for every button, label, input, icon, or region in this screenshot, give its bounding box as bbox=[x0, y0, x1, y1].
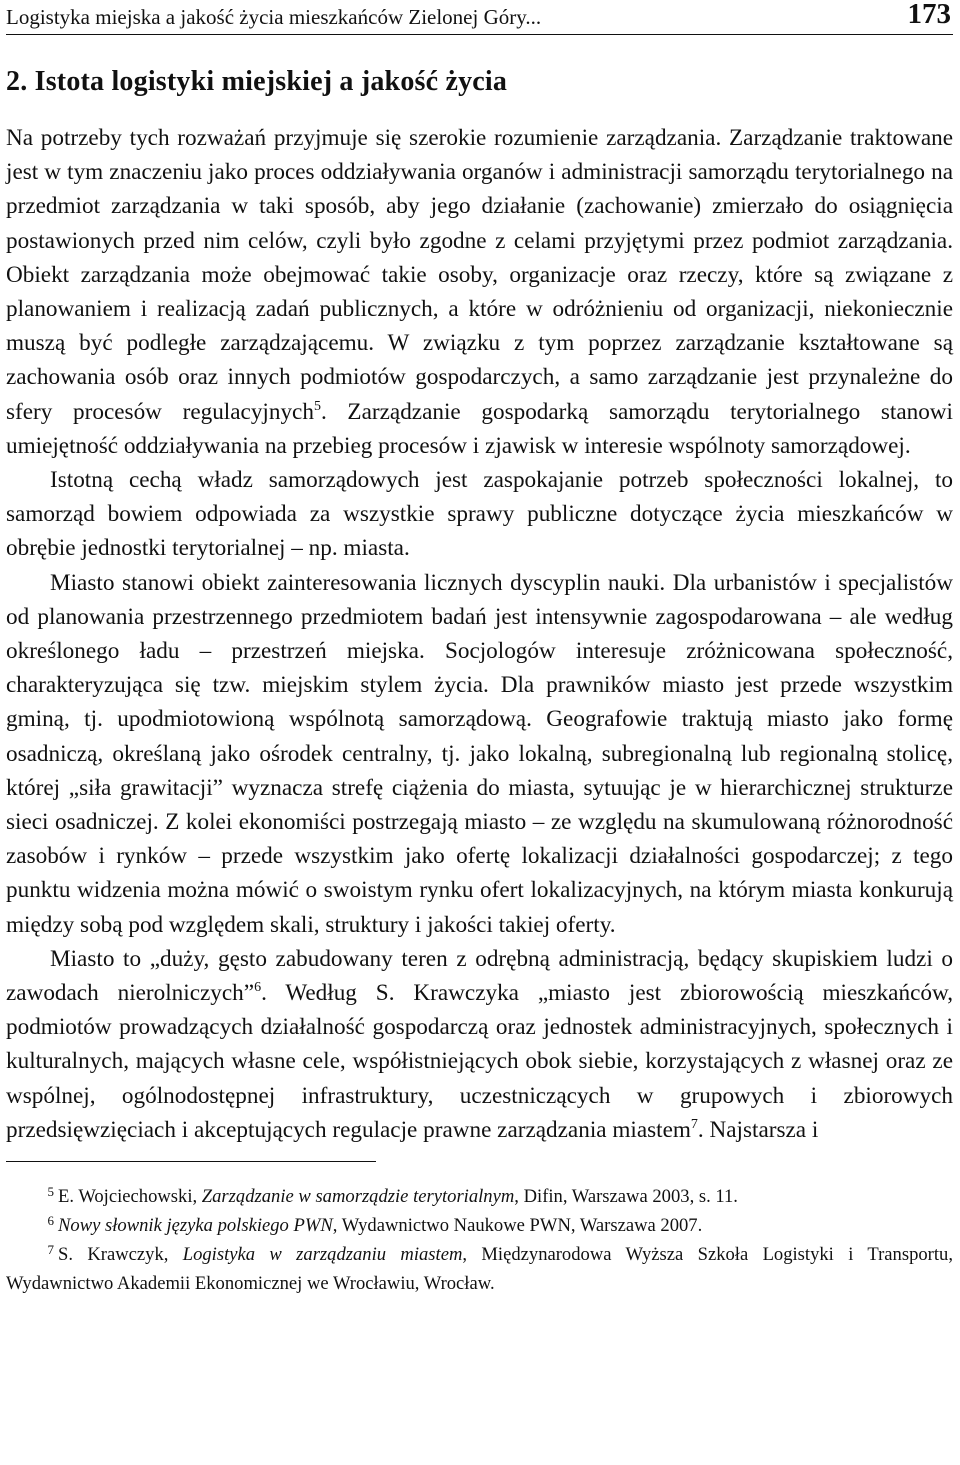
footnotes bbox=[6, 1182, 953, 1298]
paragraph-4 bbox=[6, 942, 953, 1147]
footnote-title: Nowy słownik języka polskiego PWN bbox=[58, 1215, 333, 1237]
footnote-ref-6[interactable]: 6 bbox=[254, 980, 262, 996]
running-header bbox=[6, 0, 953, 35]
paragraph-2: Istotną cechą władz samorządowych jest zaspokajanie potrzeb społeczności lokalnej, to samorząd bowiem odpowiada za wszystkie sprawy publiczne dotyczące życia mieszkańców w obrębie jednostki terytorialnej – np. miasta. bbox=[6, 467, 953, 562]
footnote-author: S. Krawczyk, bbox=[58, 1244, 183, 1266]
footnote-title: Logistyka w zarządzaniu miastem bbox=[182, 1244, 463, 1266]
page-number: 173 bbox=[907, 0, 951, 30]
footnote-publication: , Międzynarodowa Wyższa Szkoła Logistyki i Transportu, Wydawnictwo Akademii Ekonomicznej we Wrocławiu, Wrocław. bbox=[6, 1244, 953, 1295]
section-heading: 2. Istota logistyki miejskiej a jakość życia bbox=[6, 66, 508, 97]
paragraph-1 bbox=[6, 121, 953, 463]
paragraph-4-part-c: . Najstarsza i bbox=[697, 1116, 819, 1143]
footnote-separator bbox=[6, 1161, 376, 1162]
document-page bbox=[6, 0, 953, 1298]
footnote-7: 7 S. Krawczyk, Logistyka w zarządzaniu miastem, Międzynarodowa Wyższa Szkoła Logistyki i Transportu, Wydawnictwo Akademii Ekonomicznej we Wrocławiu, Wrocław. bbox=[6, 1242, 953, 1295]
footnote-6: 6 Nowy słownik języka polskiego PWN, Wydawnictwo Naukowe PWN, Warszawa 2007. bbox=[47, 1213, 703, 1237]
body-text bbox=[6, 121, 953, 1147]
running-title: Logistyka miejska a jakość życia mieszkańców Zielonej Góry... bbox=[6, 5, 542, 29]
footnote-publication: , Wydawnictwo Naukowe PWN, Warszawa 2007. bbox=[332, 1215, 703, 1237]
paragraph-1-part-a: Na potrzeby tych rozważań przyjmuje się szerokie rozumienie zarządzania. Zarządzanie traktowane jest w tym znaczeniu jako proces oddziaływania organów i administracji samorządu terytorialnego na przedmiot zarządzania w taki sposób, aby jego działanie (zachowanie) zmierzało do osiągnięcia postawionych przed nim celów, czyli było zgodne z celami przyjętymi przez podmiot zarządzania. Obiekt zarządzania może obejmować takie osoby, organizacje oraz rzeczy, które są związane z planowaniem i realizacją zadań publicznych, a które w odróżnieniu od organizacji, niekoniecznie muszą być podległe zarządzającemu. W związku z tym poprzez zarządzanie kształtowane są zachowania osób oraz innych podmiotów gospodarczych, a samo zarządzanie jest przynależne do sfery procesów regulacyjnych bbox=[6, 125, 953, 425]
footnote-author: E. Wojciechowski, bbox=[58, 1186, 202, 1208]
paragraph-4-part-a: Miasto to „duży, gęsto zabudowany teren z odrębną administracją, będący skupiskiem ludzi o zawodach nierolniczych” bbox=[6, 945, 953, 1007]
paragraph-3: Miasto stanowi obiekt zainteresowania licznych dyscyplin nauki. Dla urbanistów i specjalistów od planowania przestrzennego przedmiotem badań jest intensywnie zagospodarowana – ale według określonego ładu – przestrzeń miejska. Socjologów interesuje zróżnicowana społeczność, charakteryzująca się tzw. miejskim stylem życia. Dla prawników miasto jest przede wszystkim gminą, tj. upodmiotowioną wspólnotą samorządową. Geografowie traktują miasto jako formę osadniczą, określaną jako ośrodek centralny, tj. jako lokalną, subregionalną lub regionalną stolicę, której „siła grawitacji” wyznacza strefę ciążenia do miasta, sytuując je w hierarchicznej strukturze sieci osadniczej. Z kolei ekonomiści postrzegają miasto – ze względu na skumulowaną różnorodność zasobów i rynków – przede wszystkim jako ofertę lokalizacji działalności gospodarczej; z tego punktu widzenia można mówić o swoistym rynku ofert lokalizacyjnych, na którym miasta konkurują między sobą pod względem skali, struktury i jakości takiej oferty. bbox=[6, 569, 953, 938]
footnote-ref-5[interactable]: 5 bbox=[313, 398, 321, 414]
footnote-5: 5 E. Wojciechowski, Zarządzanie w samorządzie terytorialnym, Difin, Warszawa 2003, s. 11. bbox=[47, 1184, 738, 1208]
footnote-publication: , Difin, Warszawa 2003, s. 11. bbox=[514, 1186, 738, 1208]
paragraph-1-part-b: . Zarządzanie gospodarką samorządu terytorialnego stanowi umiejętność oddziaływania na przebieg procesów i zjawisk w interesie wspólnoty samorządowej. bbox=[6, 398, 953, 459]
footnote-title: Zarządzanie w samorządzie terytorialnym bbox=[201, 1186, 515, 1208]
footnote-ref-7[interactable]: 7 bbox=[690, 1116, 698, 1132]
paragraph-4-part-b: . Według S. Krawczyka „miasto jest zbiorowością mieszkańców, podmiotów prowadzących działalność gospodarczą oraz jednostek administracyjnych, społecznych i kulturalnych, mających własne cele, współistniejących obok siebie, korzystających z własnej oraz ze wspólnej, ogólnodostępnej infrastruktury, uczestniczących w grupowych i zbiorowych przedsięwzięciach i akceptujących regulacje prawne zarządzania miastem bbox=[6, 980, 953, 1143]
